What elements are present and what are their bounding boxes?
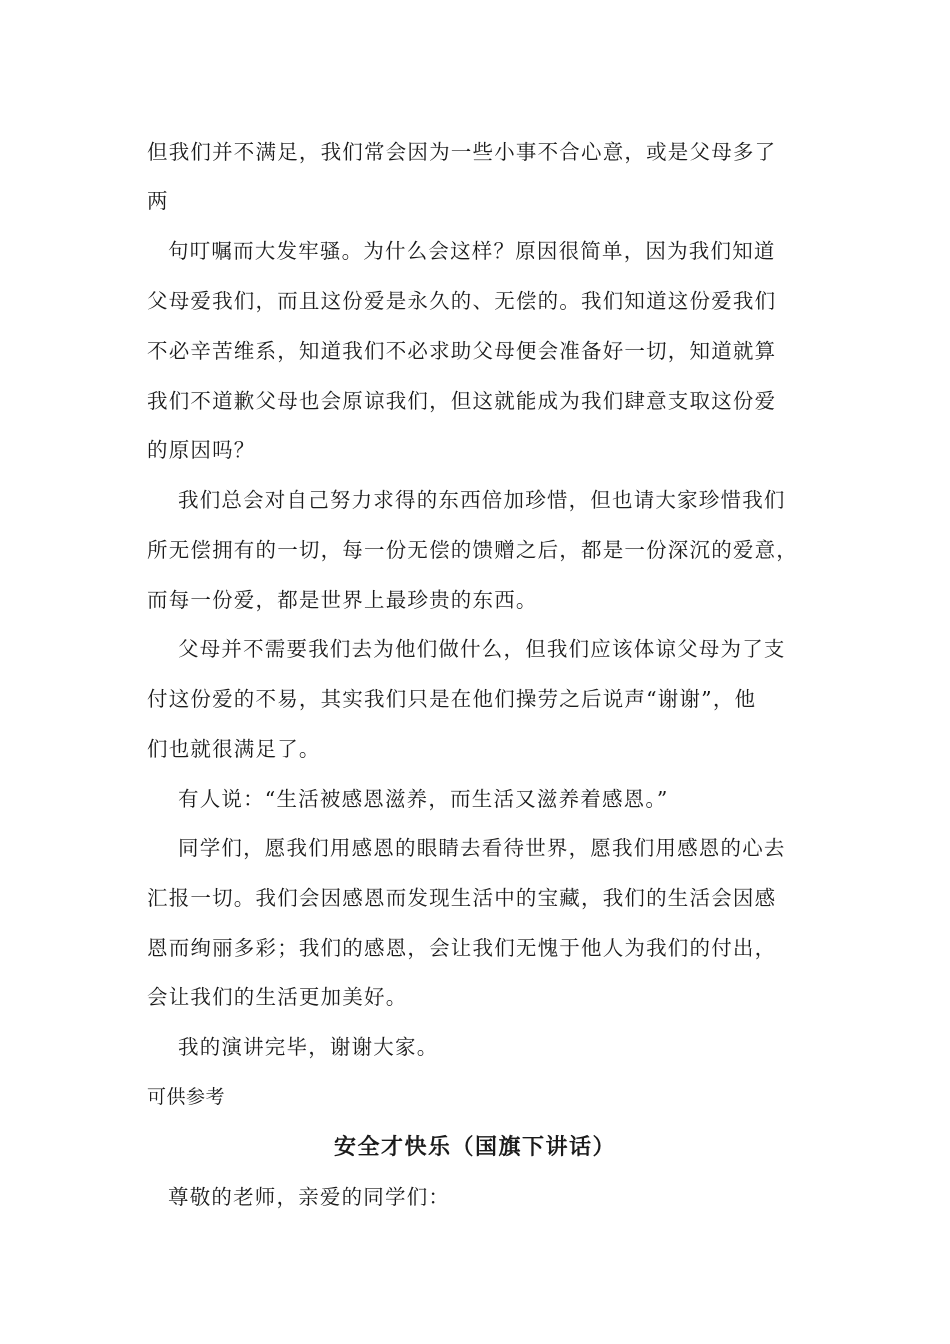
text-line: 两	[147, 189, 169, 213]
text-line: 父母爱我们，而且这份爱是永久的、无偿的。我们知道这份爱我们	[147, 289, 777, 313]
text-line: 我的演讲完毕，谢谢大家。	[178, 1035, 439, 1059]
reference-note: 可供参考	[147, 1086, 226, 1108]
text-line: 们也就很满足了。	[147, 737, 321, 761]
salutation: 尊敬的老师，亲爱的同学们：	[168, 1185, 451, 1209]
text-line: 而每一份爱，都是世界上最珍贵的东西。	[147, 588, 538, 612]
text-line: 父母并不需要我们去为他们做什么，但我们应该体谅父母为了支	[178, 637, 786, 661]
text-line: 同学们，愿我们用感恩的眼睛去看待世界，愿我们用感恩的心去	[178, 836, 786, 860]
text-line: 付这份爱的不易，其实我们只是在他们操劳之后说声“谢谢”，他	[147, 687, 757, 711]
section-title: 安全才快乐（国旗下讲话）	[333, 1134, 616, 1160]
text-line: 但我们并不满足，我们常会因为一些小事不合心意，或是父母多了	[147, 140, 777, 164]
text-line: 所无偿拥有的一切，每一份无偿的馈赠之后，都是一份深沉的爱意，	[147, 538, 798, 562]
text-line: 我们总会对自己努力求得的东西倍加珍惜，但也请大家珍惜我们	[178, 488, 786, 512]
text-line: 有人说：“生活被感恩滋养，而生活又滋养着感恩。”	[178, 787, 669, 811]
text-line: 我们不道歉父母也会原谅我们，但这就能成为我们肆意支取这份爱	[147, 389, 777, 413]
text-line: 汇报一切。我们会因感恩而发现生活中的宝藏，我们的生活会因感	[147, 886, 777, 910]
text-line: 句叮嘱而大发牢骚。为什么会这样？原因很简单，因为我们知道	[168, 239, 776, 263]
text-line: 恩而绚丽多彩；我们的感恩，会让我们无愧于他人为我们的付出，	[147, 936, 777, 960]
text-line: 不必辛苦维系，知道我们不必求助父母便会准备好一切，知道就算	[147, 339, 777, 363]
text-line: 会让我们的生活更加美好。	[147, 985, 408, 1009]
text-line: 的原因吗？	[147, 438, 256, 462]
